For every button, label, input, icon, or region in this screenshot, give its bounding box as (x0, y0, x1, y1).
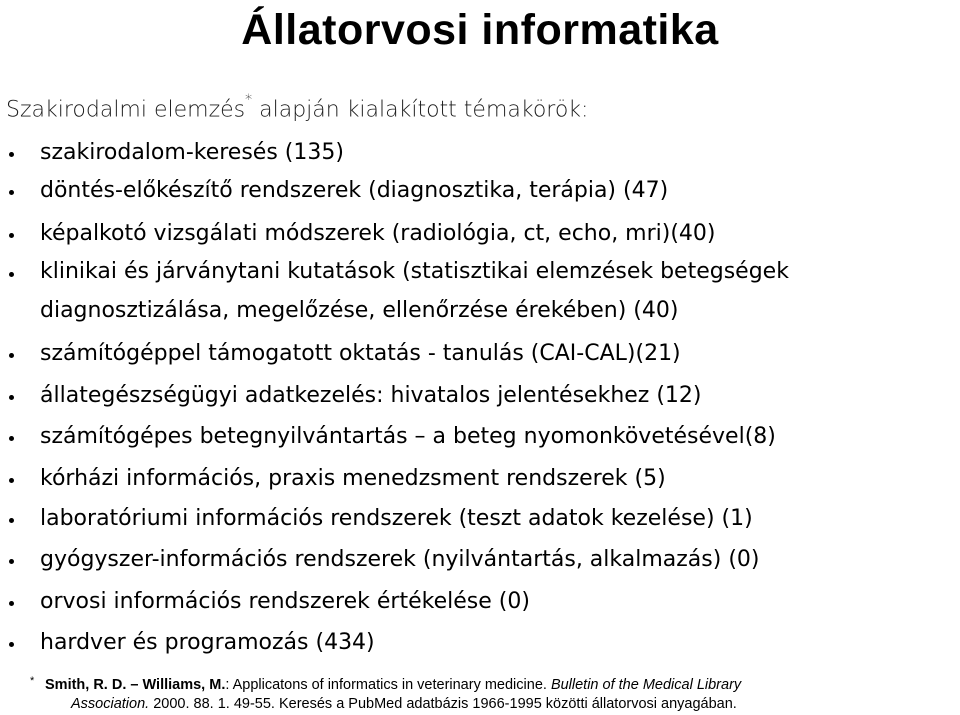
footnote-marker: * (245, 92, 253, 108)
page-title: Állatorvosi informatika (241, 6, 719, 54)
bullet-icon (9, 272, 14, 277)
footnote-authors: Smith, R. D. – Williams, M. (45, 677, 226, 693)
footnote-journal: Bulletin of the Medical Library (550, 677, 742, 693)
bullet-icon (9, 518, 14, 523)
bullet-icon (9, 353, 14, 358)
intro-label: Szakirodalmi elemzés (6, 97, 246, 123)
intro-rest: alapján kialakított témakörök: (252, 97, 589, 123)
bullet-icon (9, 233, 14, 238)
bullet-icon (9, 642, 14, 647)
footnote-line-1 (45, 676, 741, 695)
bullet-icon (9, 436, 14, 441)
footnote-star: * (30, 675, 35, 687)
intro-text (6, 92, 589, 123)
bullet-icon (9, 152, 14, 157)
bullet-icon (9, 395, 14, 400)
bullet-icon (9, 559, 14, 564)
footnote-line-2 (71, 695, 737, 714)
footnote-rest: 2000. 88. 1. 49-55. Keresés a PubMed adatbázis 1966-1995 közötti állatorvosi anyagában. (149, 696, 737, 712)
footnote-title: : Applicatons of informatics in veterinary medicine. (225, 677, 551, 693)
bullet-icon (9, 601, 14, 606)
footnote-journal-cont: Association. (71, 696, 150, 712)
bullet-icon (9, 190, 14, 195)
bullet-icon (9, 478, 14, 483)
